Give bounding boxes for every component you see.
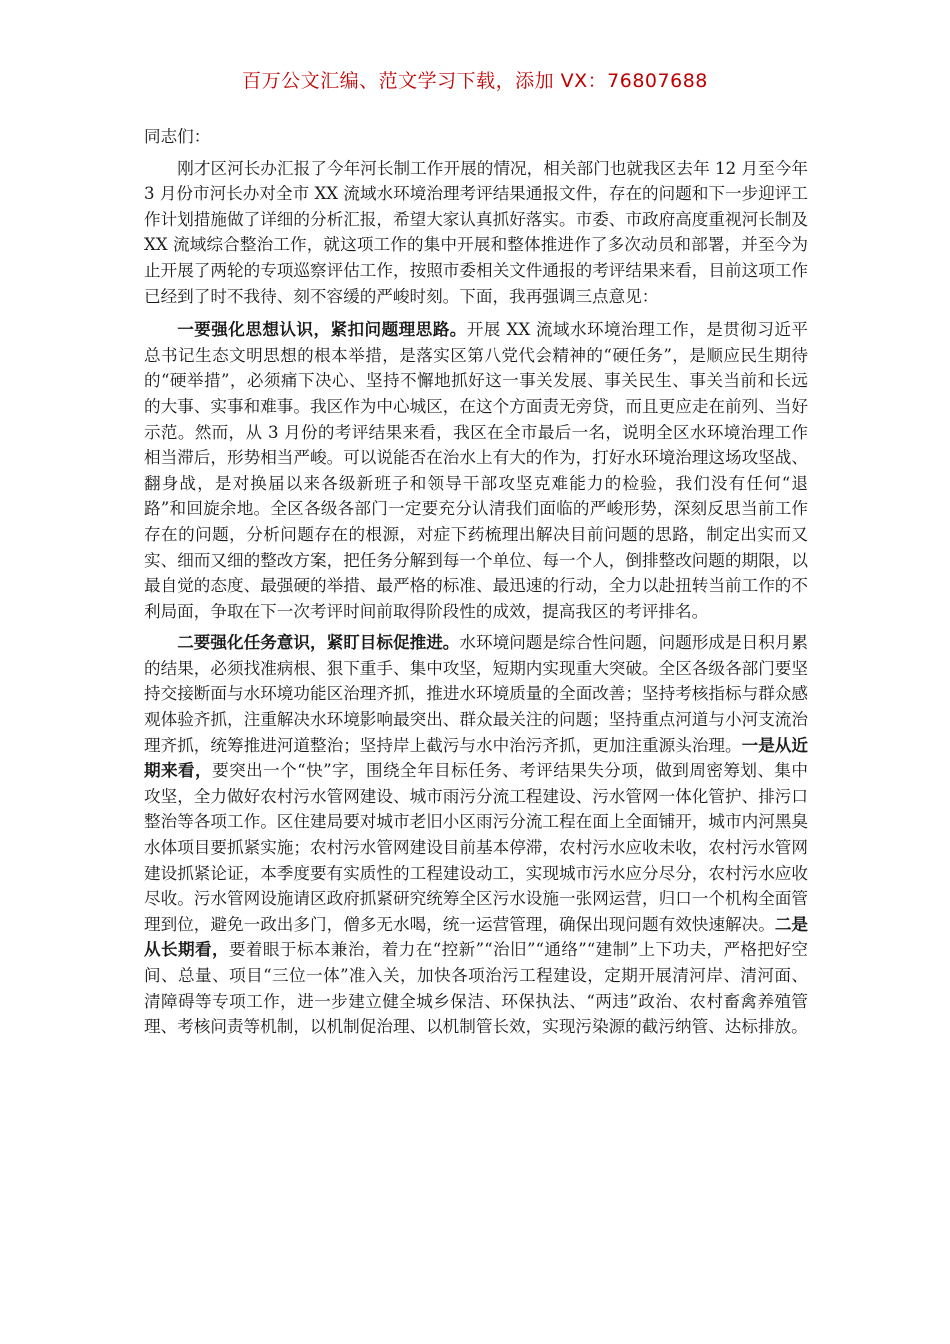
point-one-paragraph (144, 317, 808, 624)
short-term-heading: 一是从近期来看， (144, 734, 809, 781)
point-one-heading: 一要强化思想认识，紧扣问题理思路。 (177, 319, 467, 340)
salutation: 同志们： (144, 127, 211, 146)
long-term-body: 要着眼于标本兼治，着力在“控新”“治旧”“通络”“建制”上下功夫，严格把好空间、总量、项目“三位一体”准入关，加快各项治污工程建设，定期开展清河岸、清河面、清障碍等专项工作，进一步建立健全城乡保洁、环保执法、“两违”政治、农村畜禽养殖管理、考核问责等机制，以机制促治理、以机制管长效，实现污染源的截污纳管、达标排放。 (144, 940, 808, 1037)
point-two-body: 水环境问题是综合性问题，问题形成是日积月累的结果，必须找准病根、狠下重手、集中攻坚，短期内实现重大突破。全区各级各部门要坚持交接断面与水环境功能区治理齐抓，推进水环境质量的全面改善；坚持考核指标与群众感观体验齐抓，注重解决水环境影响最突出、群众最关注的问题；坚持重点河道与小河支流治理齐抓，统筹推进河道整治；坚持岸上截污与水中治污齐抓，更加注重源头治理。 (144, 633, 809, 755)
long-term-heading: 二是从长期看， (144, 913, 809, 960)
page-header-banner: 百万公文汇编、范文学习下载，添加 VX：76807688 (242, 70, 708, 92)
point-two-heading: 二要强化任务意识，紧盯目标促推进。 (177, 632, 460, 653)
document-body (144, 124, 808, 1046)
point-one-body: 开展 XX 流域水环境治理工作，是贯彻习近平总书记生态文明思想的根本举措，是落实区第八党代会精神的“硬任务”，是顺应民生期待的“硬举措”，必须痛下决心、坚持不懈地抓好这一事关发展、事关民生、事关当前和长远的大事、实事和难事。我区作为中心城区，在这个方面责无旁贷，而且更应走在前列、当好示范。然而，从 3 月份的考评结果来看，我区在全市最后一名，说明全区水环境治理工作相当滞后，形势相当严峻。可以说能否在治水上有大的作为，打好水环境治理这场攻坚战、翻身战，是对换届以来各级新班子和领导干部攻坚克难能力的检验，我们没有任何“退路”和回旋余地。全区各级各部门一定要充分认清我们面临的严峻形势，深刻反思当前工作存在的问题，分析问题存在的根源，对症下药梳理出解决目前问题的思路，制定出实而又实、细而又细的整改方案，把任务分解到每一个单位、每一个人，倒排整改问题的期限，以最自觉的态度、最强硬的举措、最严格的标准、最迅速的行动，全力以赴扭转当前工作的不利局面，争取在下一次考评时间前取得阶段性的成效，提高我区的考评排名。 (144, 320, 808, 621)
point-two-paragraph (144, 630, 808, 1040)
intro-paragraph: 刚才区河长办汇报了今年河长制工作开展的情况，相关部门也就我区去年 12 月至今年 3 月份市河长办对全市 XX 流域水环境治理考评结果通报文件，存在的问题和下一步迎评工作计划措施做了详细的分析汇报，希望大家认真抓好落实。市委、市政府高度重视河长制及 XX 流域综合整治工作，就这项工作的集中开展和整体推进作了多次动员和部署，并至今为止开展了两轮的专项巡察评估工作，按照市委相关文件通报的考评结果来看，目前这项工作已经到了时不我待、刻不容缓的严峻时刻。下面，我再强调三点意见： (144, 158, 808, 306)
short-term-body: 要突出一个“快”字，围绕全年目标任务、考评结果失分项，做到周密筹划、集中攻坚，全力做好农村污水管网建设、城市雨污分流工程建设、污水管网一体化管护、排污口整治等各项工作。区住建局要对城市老旧小区雨污分流工程在面上全面铺开，城市内河黑臭水体项目要抓紧实施；农村污水管网建设目前基本停滞，农村污水应收未收，农村污水管网建设抓紧论证，本季度要有实质性的工程建设动工，实现城市污水应分尽分，农村污水应收尽收。污水管网设施请区政府抓紧研究统筹全区污水设施一张网运营，归口一个机构全面管理到位，避免一政出多门，僧多无水喝，统一运营管理，确保出现问题有效快速解决。 (144, 761, 809, 934)
